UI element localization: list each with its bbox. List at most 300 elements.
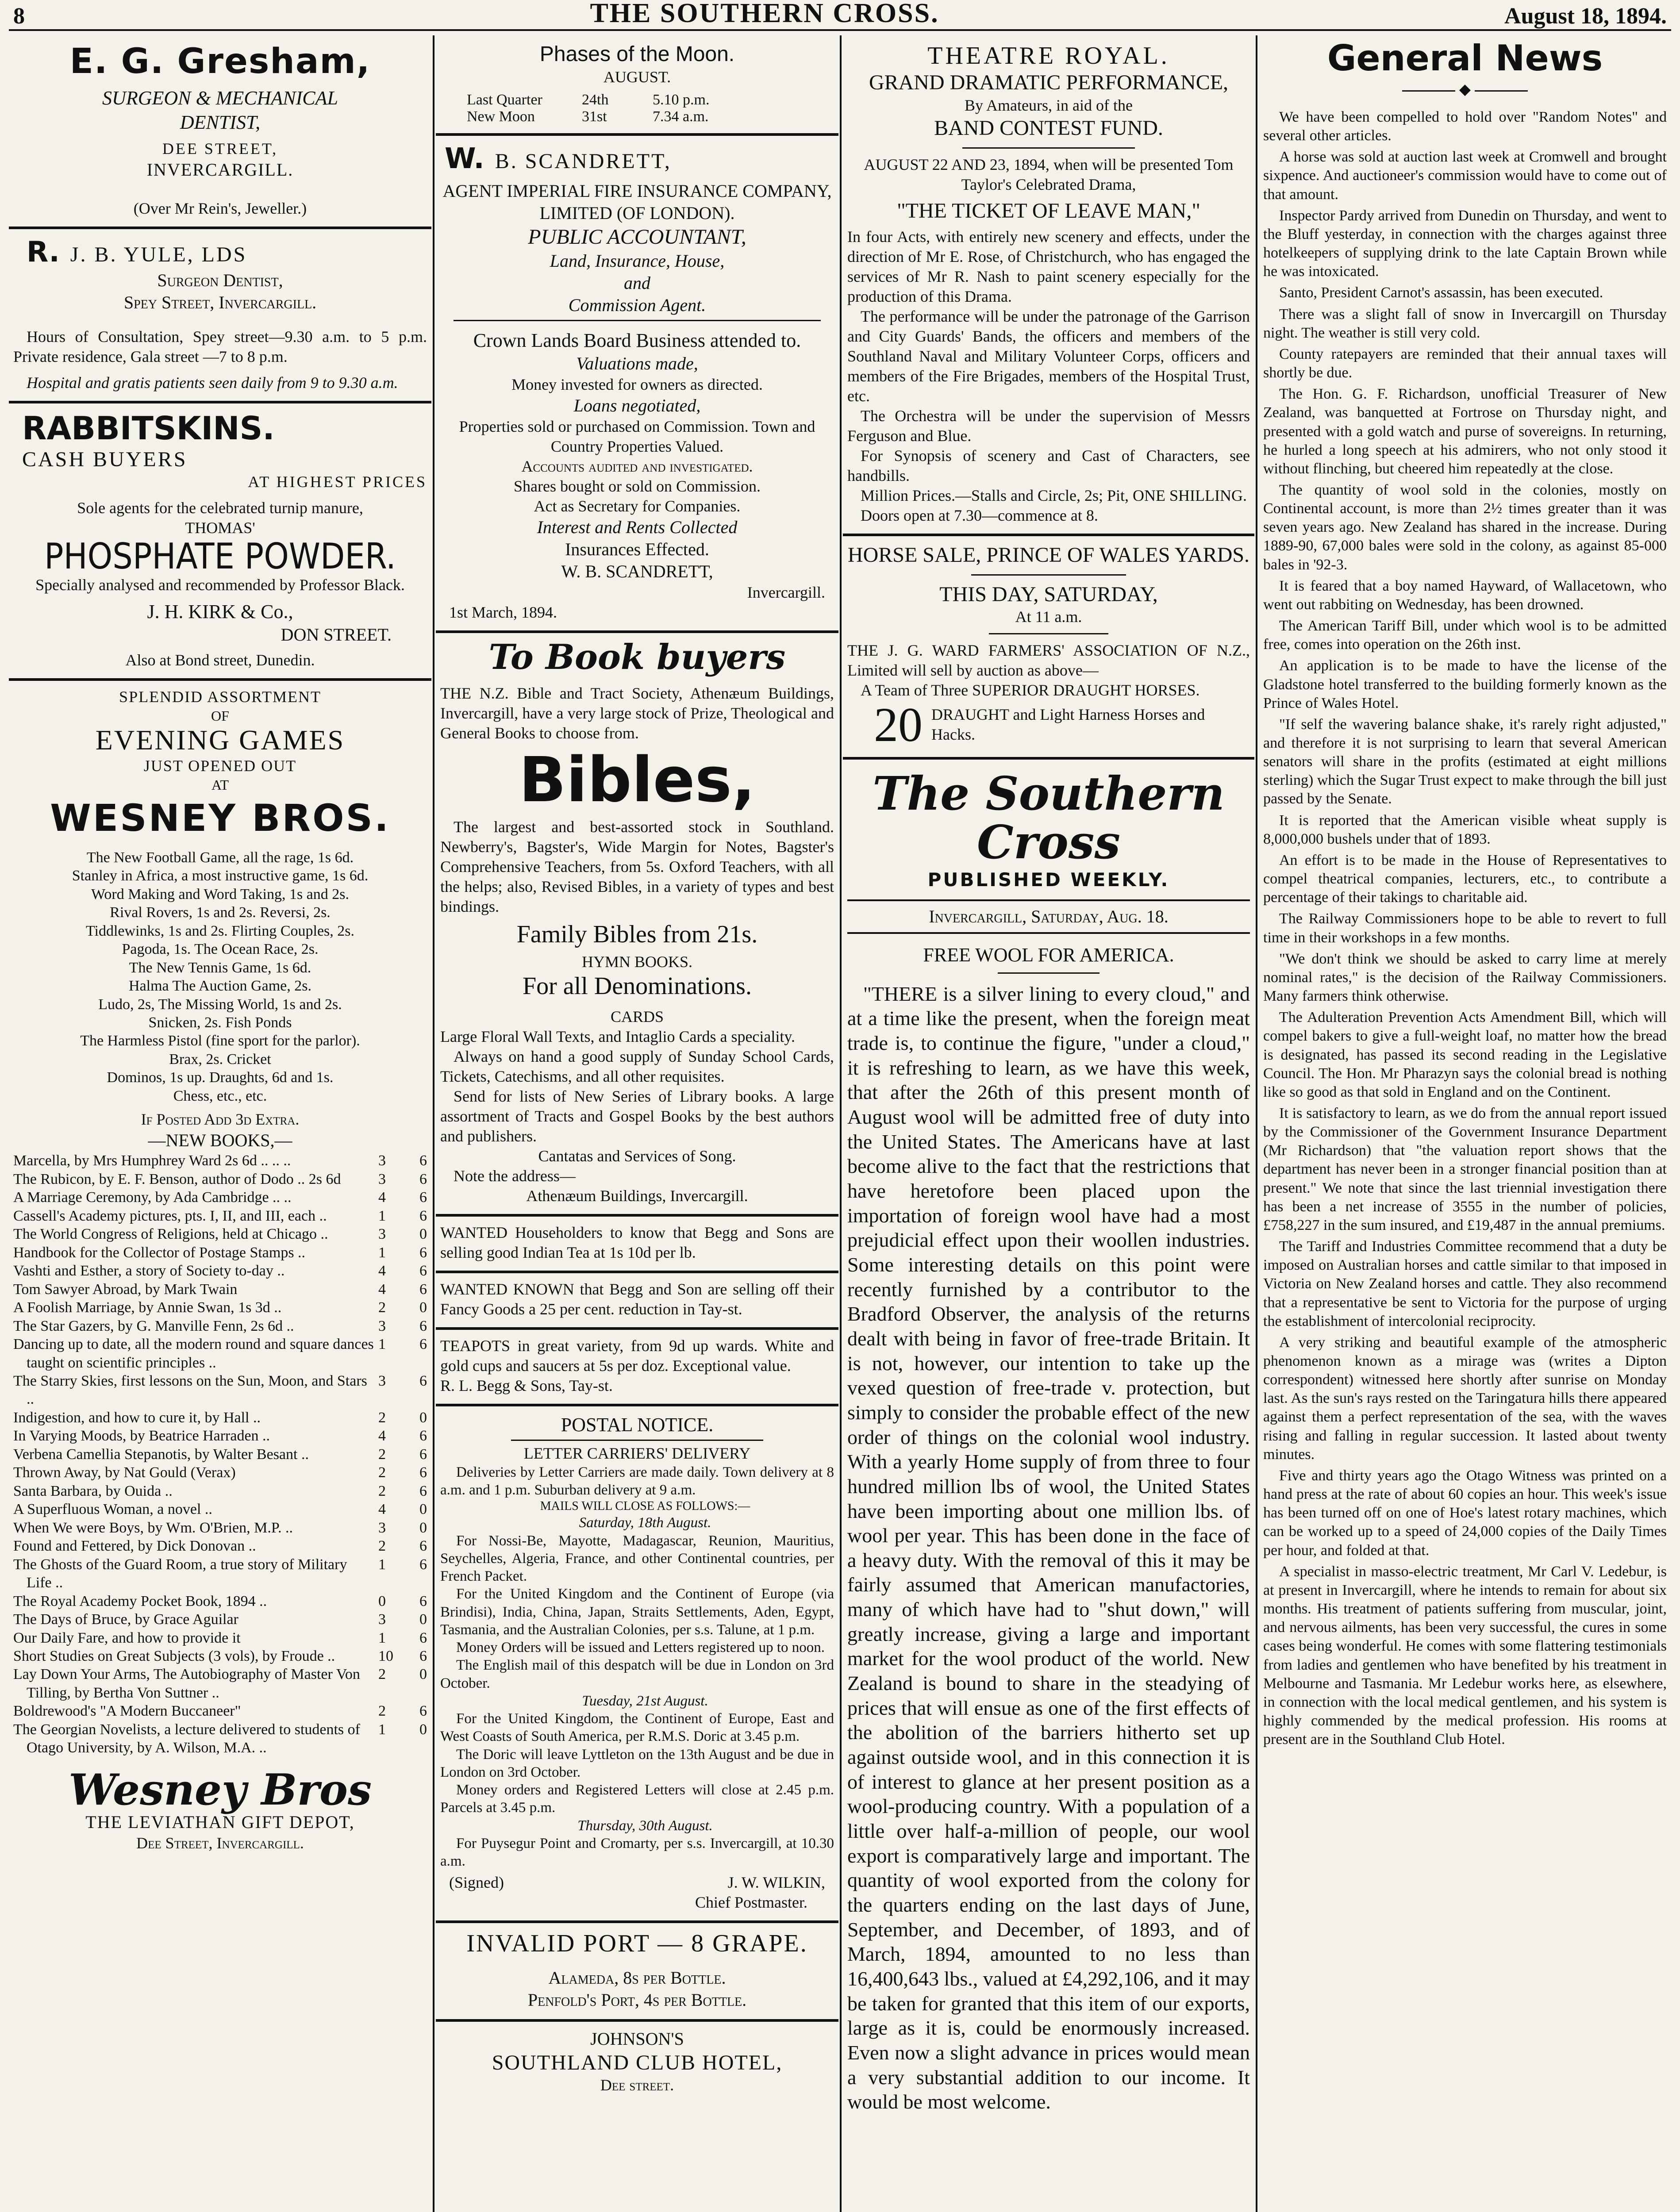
moon-day: 31st: [582, 108, 607, 125]
gresham-title2: DENTIST,: [180, 111, 261, 133]
book-price: [374, 1335, 427, 1372]
book-entry: [13, 1482, 427, 1500]
book-buyers-headline: To Book buyers: [488, 637, 786, 677]
scandrett-crown: Crown Lands Board Business attended to.: [473, 329, 801, 351]
column-1: [9, 35, 431, 2212]
scandrett-accounts: Accounts audited and investigated.: [521, 457, 753, 475]
news-item: "We don't think we should be asked to carry lime at merely nominal rates," is the decision of the Railway Commissioners. Many farmers think otherwise.: [1263, 950, 1667, 1005]
column-2: [436, 35, 838, 2212]
gresham-town: INVERCARGILL.: [146, 160, 294, 180]
issue-date: August 18, 1894.: [1504, 4, 1667, 29]
yule-hours: Hours of Consultation, Spey street—9.30 a.m. to 5 p.m. Private residence, Gala street —7 to 8 p.m.: [13, 327, 427, 365]
book-price: [374, 1409, 427, 1427]
cards-heading: CARDS: [610, 1007, 664, 1025]
game-item: Word Making and Word Taking, 1s and 2s.: [91, 886, 349, 902]
hymn-books: HYMN BOOKS.: [581, 953, 693, 971]
book-pence: 0: [419, 1611, 427, 1628]
horse-time: At 11 a.m.: [1015, 608, 1082, 626]
book-title: Indigestion, and how to cure it, by Hall ..: [13, 1409, 261, 1426]
teapots-sig: R. L. Begg & Sons, Tay-st.: [440, 1376, 613, 1394]
scandrett-name: B. SCANDRETT,: [495, 149, 672, 173]
scandrett-initial: W.: [445, 142, 484, 175]
postal-para: The English mail of this despatch will be due in London on 3rd October.: [440, 1657, 834, 1691]
book-price: [374, 1317, 427, 1335]
book-shillings: 1: [378, 1207, 386, 1224]
book-pence: 6: [419, 1263, 427, 1279]
book-title: The Rubicon, by E. F. Benson, author of Dodo .. 2s 6d: [13, 1171, 341, 1187]
moon-time: 7.34 a.m.: [653, 108, 709, 125]
news-item: County ratepayers are reminded that their annual taxes will shortly be due.: [1263, 346, 1667, 381]
book-shillings: 1: [378, 1721, 386, 1738]
game-item: Stanley in Africa, a most instructive game, 1s 6d.: [72, 868, 369, 884]
published-weekly: PUBLISHED WEEKLY.: [927, 868, 1170, 891]
books-largest: The largest and best-assorted stock in Southland. Newberry's, Bagster's, Wide Margin for Notes, Bagster's Comprehensive Teachers, from 5s. Oxford Teachers, with all the helps; also, Revised Bibles, in a variety of types and best bindings.: [440, 818, 834, 915]
book-price: [374, 1445, 427, 1463]
book-entry: [13, 1335, 427, 1372]
game-item: The New Football Game, all the rage, 1s 6d.: [86, 849, 354, 866]
book-title: A Marriage Ceremony, by Ada Cambridge .. ..: [13, 1189, 292, 1206]
postal-sub: LETTER CARRIERS' DELIVERY: [523, 1444, 751, 1462]
kirk-analysed: Specially analysed and recommended by Professor Black.: [35, 576, 405, 594]
book-pence: 6: [419, 1446, 427, 1463]
book-pence: 6: [419, 1372, 427, 1389]
theatre-acts: In four Acts, with entirely new scenery and effects, under the direction of Mr E. Rose, of Christchurch, who has engaged the services of Mr R. Nash to paint scenery especially for the production of this Drama.: [847, 228, 1250, 306]
book-title: Dancing up to date, all the modern round and square dances taught on scientific principles ..: [13, 1336, 374, 1371]
news-item: The Tariff and Industries Committee recommend that a duty be imposed on Australian horses and cattle similar to that imposed in Victoria on New Zealand horses and cattle. They also recommend that a representative be sent to Victoria for the purpose of urging the establishment of intercolonial reciprocity.: [1263, 1238, 1667, 1329]
postal-notice: [436, 1406, 838, 1924]
book-price: [374, 1298, 427, 1317]
kirk-firm: J. H. KIRK & Co.,: [147, 601, 293, 623]
book-shillings: 3: [378, 1226, 386, 1243]
book-title: Lay Down Your Arms, The Autobiography of Master Von Tilling, by Bertha Von Suttner ..: [13, 1666, 360, 1701]
news-item: Five and thirty years ago the Otago Witness was printed on a hand press at the rate of about 60 copies an hour. This week's issue has been turned off on one of Hoe's latest rotary machines, which can be worked up to a speed of 24,000 copies of the Daily Times per hour, and folded at that.: [1263, 1467, 1667, 1559]
wesney-splendid: SPLENDID ASSORTMENT: [119, 688, 321, 706]
book-entry: [13, 1537, 427, 1555]
book-shillings: 1: [378, 1244, 386, 1261]
book-price: [374, 1702, 427, 1720]
book-pence: 6: [419, 1556, 427, 1573]
wesney-opened: JUST OPENED OUT: [143, 757, 297, 775]
book-pence: 6: [419, 1171, 427, 1187]
wanted-tea-ad: [436, 1217, 838, 1273]
book-shillings: 2: [378, 1409, 386, 1426]
book-shillings: 1: [378, 1336, 386, 1353]
invalid-port-ad: [436, 1923, 838, 2021]
book-title: A Foolish Marriage, by Annie Swan, 1s 3d ..: [13, 1299, 282, 1316]
book-pence: 6: [419, 1482, 427, 1499]
book-entry: [13, 1152, 427, 1170]
editorial-body: "THERE is a silver lining to every cloud," and at a time like the present, when the foreign meat trade is, to continue the figure, "under a cloud," it is refreshing to learn, as we have this week, that after the 26th of this present month of August wool will be admitted free of duty into the United States. The Americans have at last become alive to the fact that the restrictions that have heretofore been placed upon the importation of foreign wool have had a most prejudicial effect upon their woollen industries. Some interesting details on this point were recently furnished by a contributor to the Bradford Observer, the analysis of the returns dealt with being in favor of free-trade Britain. It is not, however, our intention to take up the vexed question of free-trade v. protection, but simply to consider the probable effect of the new order of things on the colonial wool industry. With a yearly Home supply of from three to four hundred million lbs of wool, the United States have been importing about one million lbs. of wool per year. This has been done in the face of a heavy duty. With the removal of this it may be fairly assumed that American manufactories, many of which have had to "shut down," will greatly increase, giving a large and important market for the wool product of the world. New Zealand is bound to share in the steadying of prices that will ensue as one of the first effects of the abolition of the barriers hitherto set up against outside wool, and in this connection it is of interest to glance at her present position as a wool-producing country. With a population of a little over half-a-million of people, our wool export is comparatively large and important. The quantity of wool exported from the colony for the quarters ending on the last days of June, September, and December, of 1893, and of March, 1894, amounted to no less than 16,400,643 lbs., valued at £4,292,106, and it may be taken for granted that this item of our exports, large as it is, could be enormously increased. Even now a slight advance in prices would mean a very substantial addition to our income. It would be most welcome.: [847, 982, 1250, 2113]
book-shillings: 2: [378, 1666, 386, 1683]
book-entry: [13, 1170, 427, 1188]
postal-para: Tuesday, 21st August.: [582, 1693, 708, 1709]
scandrett-land: Land, Insurance, House,: [550, 250, 725, 271]
diamond-rule: ◆: [1263, 82, 1667, 97]
cards-text: Large Floral Wall Texts, and Intaglio Cards a speciality.: [440, 1027, 796, 1045]
book-title: The Starry Skies, first lessons on the Sun, Moon, and Stars ..: [13, 1372, 367, 1408]
scandrett-shares: Shares bought or sold on Commission.: [513, 477, 761, 495]
book-pence: 6: [419, 1207, 427, 1224]
family-bibles: Family Bibles from 21s.: [516, 920, 758, 948]
book-title: The World Congress of Religions, held at Chicago ..: [13, 1226, 328, 1243]
book-title: A Superfluous Woman, a novel ..: [13, 1501, 212, 1518]
wesney-if-posted: If Posted Add 3d Extra.: [141, 1110, 300, 1129]
theatre-amateurs: By Amateurs, in aid of the: [965, 96, 1133, 114]
general-news: [1259, 35, 1671, 1759]
news-item: It is satisfactory to learn, as we do from the annual report issued by the Commissioner of the Government Insurance Department (Mr Richardson) that "the valuation report shows that the department has never been in a stronger financial position than at present." We note that since the last triennial investigation there has been a net increase of 3555 in the number of policies, £758,227 in the sum insured, and £19,487 in the annual premiums.: [1263, 1105, 1667, 1233]
yule-name: J. B. YULE, LDS: [70, 243, 247, 266]
theatre-patronage: The performance will be under the patronage of the Garrison and City Guards' Bands, the officers and members of the Southland Naval and Military Volunteer Corps, officers and members of the Fire Brigades, members of the Hospital Trust, etc.: [847, 307, 1250, 405]
book-shillings: 3: [378, 1152, 386, 1169]
book-price: [374, 1665, 427, 1702]
bibles-headline: Bibles,: [519, 744, 756, 816]
book-price: [374, 1500, 427, 1518]
wesney-depot: THE LEVIATHAN GIFT DEPOT,: [85, 1812, 355, 1832]
postal-para: MAILS WILL CLOSE AS FOLLOWS:—: [540, 1499, 750, 1513]
postal-title: POSTAL NOTICE.: [561, 1413, 714, 1436]
book-title: Marcella, by Mrs Humphrey Ward 2s 6d .. .. ..: [13, 1152, 291, 1169]
johnson-name: JOHNSON'S: [590, 2028, 684, 2049]
book-entry: [13, 1647, 427, 1665]
game-item: Dominos, 1s up. Draughts, 6d and 1s.: [107, 1069, 334, 1086]
books-cantatas: Cantatas and Services of Song.: [538, 1147, 736, 1165]
port-headline: INVALID PORT — 8 GRAPE.: [466, 1930, 808, 1958]
book-price: [374, 1592, 427, 1610]
news-item: An application is to be made to have the license of the Gladstone hotel transferred to the building formerly known as the Prince of Wales Hotel.: [1263, 657, 1667, 711]
horse-title: HORSE SALE, PRINCE OF WALES YARDS.: [847, 543, 1250, 567]
book-entry: [13, 1445, 427, 1463]
postal-sig-title: Chief Postmaster.: [695, 1893, 807, 1912]
book-pence: 6: [419, 1189, 427, 1206]
game-item: Rival Rovers, 1s and 2s. Reversi, 2s.: [110, 904, 331, 921]
book-entry: [13, 1244, 427, 1262]
masthead: THE SOUTHERN CROSS.: [590, 0, 939, 28]
wesney-logo: Wesney Bros: [69, 1764, 372, 1815]
gresham-name: E. G. Gresham,: [69, 42, 371, 81]
book-title: Found and Fettered, by Dick Donovan ..: [13, 1538, 256, 1555]
moon-phase: Last Quarter: [467, 91, 542, 108]
book-entry: [13, 1500, 427, 1518]
theatre-fund: BAND CONTEST FUND.: [934, 116, 1163, 140]
book-entry: [13, 1262, 427, 1280]
moon-phases: [436, 35, 838, 136]
book-price: [374, 1629, 427, 1647]
moon-title: Phases of the Moon.: [539, 42, 735, 66]
yule-initial: R.: [27, 236, 60, 269]
book-pence: 6: [419, 1538, 427, 1555]
book-pence: 0: [419, 1519, 427, 1536]
kirk-street: DON STREET.: [281, 625, 392, 645]
book-shillings: 4: [378, 1428, 386, 1444]
book-pence: 6: [419, 1281, 427, 1298]
book-pence: 6: [419, 1244, 427, 1261]
book-price: [374, 1482, 427, 1500]
book-entry: [13, 1280, 427, 1298]
book-pence: 6: [419, 1428, 427, 1444]
wanted-tea-text: WANTED Householders to know that Begg and Sons are selling good Indian Tea at 1s 10d per lb.: [440, 1223, 834, 1261]
theatre-royal-ad: [843, 35, 1254, 536]
rabbitskins-headline: RABBITSKINS.: [22, 409, 275, 447]
book-price: [374, 1610, 427, 1628]
port-penfold: Penfold's Port, 4s per Bottle.: [527, 1989, 747, 2010]
book-entry: [13, 1409, 427, 1427]
game-item: Ludo, 2s, The Missing World, 1s and 2s.: [98, 996, 342, 1013]
editorial-dateline: Invercargill, Saturday, Aug. 18.: [929, 906, 1169, 926]
books-note: Note the address—: [454, 1167, 576, 1185]
scandrett-loans: Loans negotiated,: [573, 395, 701, 415]
book-title: Cassell's Academy pictures, pts. I, II, and III, each ..: [13, 1207, 327, 1224]
book-price: [374, 1427, 427, 1445]
teapots-text: TEAPOTS in great variety, from 9d up wards. White and gold cups and saucers at 5s per doz. Exceptional value.: [440, 1336, 834, 1375]
horse-ward: THE J. G. WARD FARMERS' ASSOCIATION OF N.Z., Limited will sell by auction as above—: [847, 641, 1250, 680]
postal-para: For the United Kingdom, the Continent of Europe, East and West Coasts of South America, per R.M.S. Doric at 3.45 p.m.: [440, 1711, 834, 1745]
scandrett-sig: W. B. SCANDRETT,: [561, 561, 713, 581]
yule-address: Spey Street, Invercargill.: [123, 292, 317, 312]
book-entry: [13, 1317, 427, 1335]
book-shillings: 2: [378, 1446, 386, 1463]
horse-team: A Team of Three SUPERIOR DRAUGHT HORSES.: [861, 681, 1200, 699]
postal-sig: J. W. WILKIN,: [727, 1874, 825, 1892]
port-alameda: Alameda, 8s per Bottle.: [548, 1967, 726, 1988]
wesney-games: EVENING GAMES: [95, 724, 345, 756]
news-item: There was a slight fall of snow in Invercargill on Thursday night. The weather is still very cold.: [1263, 306, 1667, 341]
book-shillings: 1: [378, 1629, 386, 1646]
news-item: A horse was sold at auction last week at Cromwell and brought sixpence. And auctioneer's commission would have to come out of that amount.: [1263, 149, 1667, 203]
book-title: The Georgian Novelists, a lecture delivered to students of Otago University, by A. Wilson, M.A. ..: [13, 1721, 360, 1756]
book-price: [374, 1372, 427, 1409]
postal-para: Money orders and Registered Letters will close at 2.45 p.m. Parcels at 3.45 p.m.: [440, 1782, 834, 1816]
book-price: [374, 1207, 427, 1225]
column-rule: [1256, 35, 1257, 2212]
kirk-ad: [9, 403, 431, 681]
scandrett-valuations: Valuations made,: [576, 353, 698, 373]
theatre-title: THEATRE ROYAL.: [927, 42, 1170, 69]
postal-para: Deliveries by Letter Carriers are made daily. Town delivery at 8 a.m. and 1 p.m. Suburban delivery at 9 a.m.: [440, 1464, 834, 1498]
gresham-note: (Over Mr Rein's, Jeweller.): [133, 200, 307, 217]
book-title: Handbook for the Collector of Postage Stamps ..: [13, 1244, 306, 1261]
books-always: Always on hand a good supply of Sunday School Cards, Tickets, Catechisms, and all other requisites.: [440, 1047, 834, 1085]
book-price: [374, 1262, 427, 1280]
postal-para: For Nossi-Be, Mayotte, Madagascar, Reunion, Mauritius, Seychelles, Algeria, France, and other Continental countries, per French Packet.: [440, 1532, 834, 1585]
book-shillings: 3: [378, 1611, 386, 1628]
book-shillings: 3: [378, 1519, 386, 1536]
wesney-at: AT: [211, 776, 229, 793]
book-shillings: 2: [378, 1538, 386, 1555]
news-list: [1263, 108, 1667, 1749]
book-shillings: 4: [378, 1263, 386, 1279]
book-pence: 6: [419, 1152, 427, 1169]
news-item: A very striking and beautiful example of the atmospheric phenomenon known as a mirage was (writes a Dipton correspondent) witnessed here shortly after sunrise on Monday last. As the sun's rays rested on the Taringatura hills there appeared against them a perfect representation of the sea, with the waves rising and falling in regular succession. It lasted about twenty minutes.: [1263, 1334, 1667, 1463]
book-entry: [13, 1592, 427, 1610]
game-item: Tiddlewinks, 1s and 2s. Flirting Couples, 2s.: [85, 922, 355, 939]
book-shillings: 10: [378, 1648, 393, 1664]
moon-row: [440, 108, 834, 125]
book-title: Thrown Away, by Nat Gould (Verax): [13, 1464, 236, 1481]
scandrett-date: 1st March, 1894.: [449, 603, 557, 621]
book-title: Vashti and Esther, a story of Society to-day ..: [13, 1263, 285, 1279]
book-title: Verbena Camellia Stepanotis, by Walter Besant ..: [13, 1446, 309, 1463]
news-item: The Railway Commissioners hope to be able to revert to full time in their workshops in a few months.: [1263, 910, 1667, 946]
news-item: It is reported that the American visible wheat supply is 8,000,000 bushels under that of 1893.: [1263, 812, 1667, 847]
book-entry: [13, 1702, 427, 1720]
news-item: The Hon. G. F. Richardson, unofficial Treasurer of New Zealand, was banquetted at Fortrose on Thursday night, and presented with a gold watch and purse of sovereigns. In returning, he hurled a long speech at his admirers, who not only stood it without flinching, but cheered him repeatedly at the close.: [1263, 386, 1667, 477]
book-shillings: 4: [378, 1281, 386, 1298]
book-entry: [13, 1519, 427, 1537]
gresham-ad: [9, 35, 431, 229]
book-price: [374, 1720, 427, 1757]
book-price: [374, 1537, 427, 1555]
news-item: A specialist in masso-electric treatment, Mr Carl V. Ledebur, is at present in Invercargill, where he intends to remain for about six months. His treatment of patients suffering from muscular, joint, and nervous ailments, has been very successful, the cures in some cases being wonderful. He comes with some flattering testimonials from ladies and gentlemen who have benefited by his treatment in Melbourne and Tasmania. Mr Ledebur works here, as elsewhere, in connection with the local medical gentlemen, and his system is highly commended by the medical profession. His rooms at present are in the Southland Club Hotel.: [1263, 1563, 1667, 1748]
scandrett-interest: Interest and Rents Collected: [537, 517, 738, 537]
book-entry: [13, 1610, 427, 1628]
yule-hospital: Hospital and gratis patients seen daily from 9 to 9.30 a.m.: [27, 373, 398, 392]
book-shillings: 2: [378, 1464, 386, 1481]
all-denominations: For all Denominations.: [523, 972, 752, 1000]
game-item: Halma The Auction Game, 2s.: [129, 978, 311, 995]
johnson-hotel: SOUTHLAND CLUB HOTEL,: [492, 2051, 783, 2074]
kirk-sole: Sole agents for the celebrated turnip manure,: [77, 499, 363, 517]
book-entry: [13, 1463, 427, 1482]
book-title: The Star Gazers, by G. Manville Fenn, 2s 6d ..: [13, 1317, 294, 1334]
kirk-also: Also at Bond street, Dunedin.: [125, 651, 315, 669]
book-shillings: 3: [378, 1317, 386, 1334]
gresham-street: DEE STREET,: [162, 140, 278, 157]
news-item: The quantity of wool sold in the colonies, mostly on Continental account, is more than 2½ times greater than it was seven years ago. New Zealand has shared in the increase. During 1889-90, 67,000 bales were sold in the colony, as against 85-000 bales in '92-3.: [1263, 481, 1667, 573]
book-price: [374, 1244, 427, 1262]
theatre-play: "THE TICKET OF LEAVE MAN,": [897, 199, 1200, 223]
book-price: [374, 1188, 427, 1206]
postal-para: Saturday, 18th August.: [579, 1515, 711, 1531]
news-item: "If self the wavering balance shake, it's rarely right adjusted," and therefore it is not surprising to learn that several American senators will share in the profits (estimated at eight millions sterling) which the Sugar Trust expect to make through the bill just passed by the Senate.: [1263, 716, 1667, 807]
book-pence: 0: [419, 1226, 427, 1243]
book-shillings: 2: [378, 1482, 386, 1499]
column-rule: [433, 35, 434, 2212]
books-send: Send for lists of New Series of Library books. A large assortment of Tracts and Gospel Books by the best authors and publishers.: [440, 1087, 834, 1145]
moon-phase: New Moon: [467, 108, 535, 125]
book-entry: [13, 1207, 427, 1225]
book-price: [374, 1463, 427, 1482]
scandrett-secretary: Act as Secretary for Companies.: [534, 497, 741, 515]
postal-para: The Doric will leave Lyttleton on the 13th August and be due in London on 3rd October.: [440, 1746, 834, 1780]
book-buyers-ad: [436, 633, 838, 1217]
wesney-new-books: —NEW BOOKS,—: [148, 1130, 292, 1151]
book-pence: 6: [419, 1593, 427, 1609]
book-pence: 0: [419, 1409, 427, 1426]
book-pence: 6: [419, 1317, 427, 1334]
book-entry: [13, 1372, 427, 1409]
theatre-prices: Million Prices.—Stalls and Circle, 2s; Pit, ONE SHILLING.: [861, 487, 1247, 505]
book-price: [374, 1519, 427, 1537]
wesney-ad: [9, 681, 431, 1861]
book-pence: 6: [419, 1336, 427, 1353]
book-title: The Royal Academy Pocket Book, 1894 ..: [13, 1593, 267, 1609]
moon-time: 5.10 p.m.: [653, 91, 710, 108]
book-pence: 6: [419, 1629, 427, 1646]
editorial-headline: FREE WOOL FOR AMERICA.: [923, 944, 1174, 966]
book-pence: 0: [419, 1299, 427, 1316]
book-shillings: 3: [378, 1171, 386, 1187]
moon-day: 24th: [582, 91, 609, 108]
theatre-dates: AUGUST 22 AND 23, 1894, when will be presented Tom Taylor's Celebrated Drama,: [864, 155, 1234, 193]
wanted-goods-text: WANTED KNOWN that Begg and Son are selling off their Fancy Goods a 25 per cent. reduction in Tay-st.: [440, 1280, 834, 1318]
column-rule: [840, 35, 842, 2212]
game-item: Pagoda, 1s. The Ocean Race, 2s.: [122, 941, 319, 958]
book-pence: 0: [419, 1501, 427, 1518]
book-entry: [13, 1629, 427, 1647]
book-title: Tom Sawyer Abroad, by Mark Twain: [13, 1281, 238, 1298]
game-item: Chess, etc., etc.: [173, 1087, 267, 1104]
scandrett-ad: [436, 136, 838, 633]
book-title: Boldrewood's "A Modern Buccaneer": [13, 1703, 241, 1720]
book-title: Short Studies on Great Subjects (3 vols), by Froude ..: [13, 1648, 335, 1664]
moon-row: [440, 92, 834, 108]
book-title: The Days of Bruce, by Grace Aguilar: [13, 1611, 238, 1628]
horse-sale-ad: [843, 536, 1254, 760]
game-item: The Harmless Pistol (fine sport for the parlor).: [80, 1033, 360, 1049]
johnson-street: Dee street.: [600, 2076, 674, 2094]
column-4: [1259, 35, 1671, 2212]
yule-role: Surgeon Dentist,: [157, 270, 283, 290]
book-pence: 6: [419, 1703, 427, 1720]
book-pence: 0: [419, 1666, 427, 1683]
book-list: [13, 1152, 427, 1757]
book-price: [374, 1280, 427, 1298]
wesney-address: Dee Street, Invercargill.: [136, 1834, 304, 1852]
scandrett-insurances: Insurances Effected.: [565, 539, 709, 559]
postal-para: Thursday, 30th August.: [577, 1817, 713, 1834]
book-entry: [13, 1720, 427, 1757]
book-price: [374, 1152, 427, 1170]
moon-month: AUGUST.: [603, 68, 671, 86]
theatre-orchestra: The Orchestra will be under the supervision of Messrs Ferguson and Blue.: [847, 407, 1250, 445]
book-shillings: 0: [378, 1593, 386, 1609]
scandrett-properties: Properties sold or purchased on Commission. Town and Country Properties Valued.: [459, 417, 815, 455]
page-number: 8: [13, 4, 25, 29]
scandrett-sig-town: Invercargill.: [747, 583, 825, 601]
teapots-ad: [436, 1330, 838, 1406]
yule-ad: [9, 229, 431, 403]
news-item: We have been compelled to hold over "Random Notes" and several other articles.: [1263, 109, 1667, 144]
book-shillings: 3: [378, 1372, 386, 1389]
phosphate-powder: PHOSPHATE POWDER.: [44, 536, 396, 577]
book-shillings: 2: [378, 1703, 386, 1720]
scandrett-public: PUBLIC ACCOUNTANT,: [528, 225, 746, 249]
wesney-of: OF: [211, 708, 229, 724]
column-3: [843, 35, 1254, 2212]
page-header: [9, 0, 1671, 31]
news-item: An effort is to be made in the House of Representatives to compel theatrical companies, lecturers, etc., to contribute a percentage of their takings to charitable aid.: [1263, 852, 1667, 906]
book-shillings: 4: [378, 1189, 386, 1206]
game-item: Snicken, 2s. Fish Ponds: [148, 1014, 292, 1031]
book-entry: [13, 1427, 427, 1445]
scandrett-commission: Commission Agent.: [568, 295, 706, 315]
kirk-thomas: THOMAS': [185, 519, 255, 537]
book-shillings: 4: [378, 1501, 386, 1518]
general-news-title: General News: [1327, 38, 1603, 79]
wanted-goods-ad: [436, 1273, 838, 1330]
theatre-synopsis: For Synopsis of scenery and Cast of Characters, see handbills.: [847, 447, 1250, 485]
book-price: [374, 1647, 427, 1665]
book-title: Our Daily Fare, and how to provide it: [13, 1629, 241, 1646]
scandrett-agent: AGENT IMPERIAL FIRE INSURANCE COMPANY, LIMITED (OF LONDON).: [442, 181, 832, 223]
horse-day: THIS DAY, SATURDAY,: [939, 582, 1158, 606]
book-price: [374, 1225, 427, 1243]
theatre-doors: Doors open at 7.30—commence at 8.: [861, 507, 1098, 525]
book-entry: [13, 1665, 427, 1702]
postal-signed: (Signed): [449, 1874, 504, 1892]
scandrett-and: and: [624, 273, 650, 293]
book-title: The Ghosts of the Guard Room, a true story of Military Life ..: [13, 1556, 347, 1591]
